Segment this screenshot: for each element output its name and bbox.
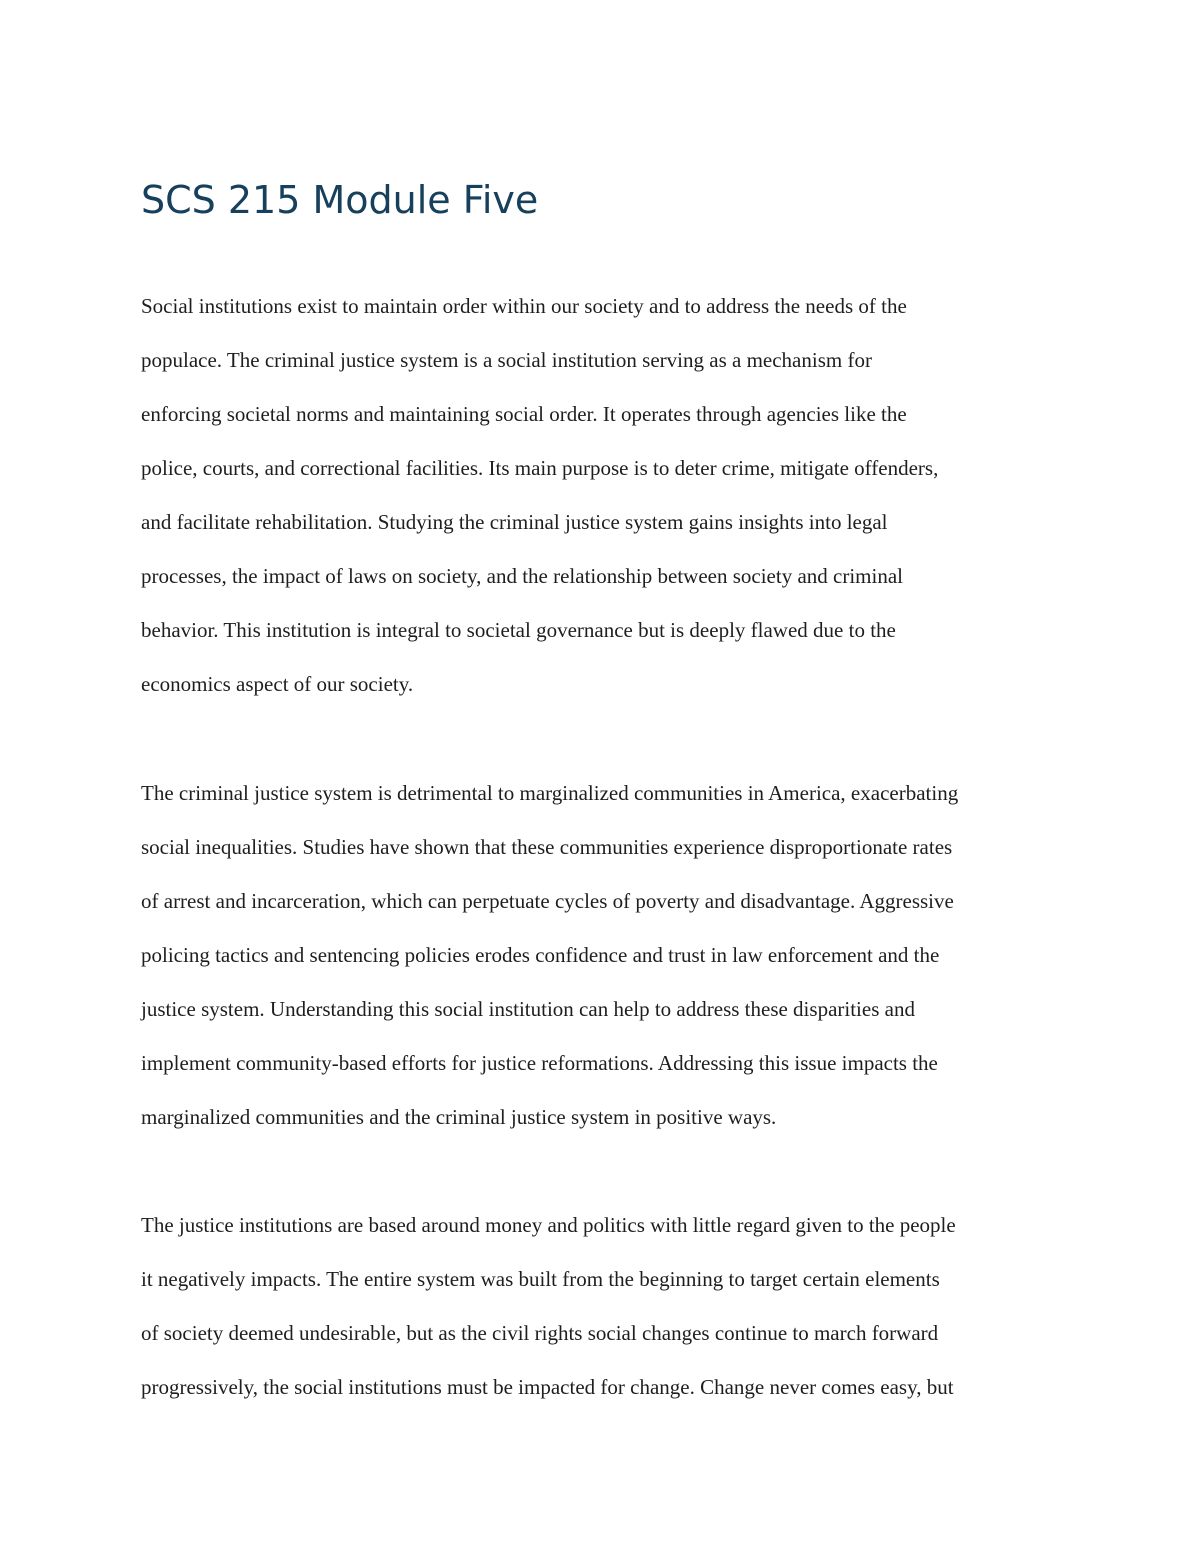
paragraph-line: processes, the impact of laws on society, and the relationship between society and criminal	[141, 564, 903, 588]
paragraph-line: progressively, the social institutions must be impacted for change. Change never comes easy, but	[141, 1375, 954, 1399]
paragraph-3	[141, 1198, 1071, 1414]
paragraph-line: policing tactics and sentencing policies erodes confidence and trust in law enforcement and the	[141, 943, 940, 967]
paragraph-1	[141, 279, 1071, 711]
document-title: SCS 215 Module Five	[141, 178, 539, 222]
paragraph-line: behavior. This institution is integral to societal governance but is deeply flawed due to the	[141, 618, 896, 642]
paragraph-2	[141, 766, 1071, 1144]
paragraph-line: and facilitate rehabilitation. Studying the criminal justice system gains insights into legal	[141, 510, 888, 534]
paragraph-line: populace. The criminal justice system is a social institution serving as a mechanism for	[141, 348, 872, 372]
paragraph-line: Social institutions exist to maintain order within our society and to address the needs of the	[141, 294, 907, 318]
paragraph-line: economics aspect of our society.	[141, 672, 414, 696]
paragraph-line: enforcing societal norms and maintaining social order. It operates through agencies like the	[141, 402, 907, 426]
paragraph-line: it negatively impacts. The entire system was built from the beginning to target certain elements	[141, 1267, 940, 1291]
paragraph-line: of arrest and incarceration, which can perpetuate cycles of poverty and disadvantage. Aggressive	[141, 889, 954, 913]
paragraph-line: of society deemed undesirable, but as the civil rights social changes continue to march forward	[141, 1321, 939, 1345]
paragraph-line: marginalized communities and the criminal justice system in positive ways.	[141, 1105, 777, 1129]
paragraph-line: The justice institutions are based around money and politics with little regard given to the people	[141, 1213, 956, 1237]
paragraph-line: The criminal justice system is detrimental to marginalized communities in America, exacerbating	[141, 781, 959, 805]
paragraph-line: social inequalities. Studies have shown that these communities experience disproportionate rates	[141, 835, 953, 859]
paragraph-line: justice system. Understanding this social institution can help to address these disparities and	[141, 997, 915, 1021]
paragraph-line: police, courts, and correctional facilities. Its main purpose is to deter crime, mitigate offenders,	[141, 456, 939, 480]
paragraph-line: implement community-based efforts for justice reformations. Addressing this issue impacts the	[141, 1051, 938, 1075]
